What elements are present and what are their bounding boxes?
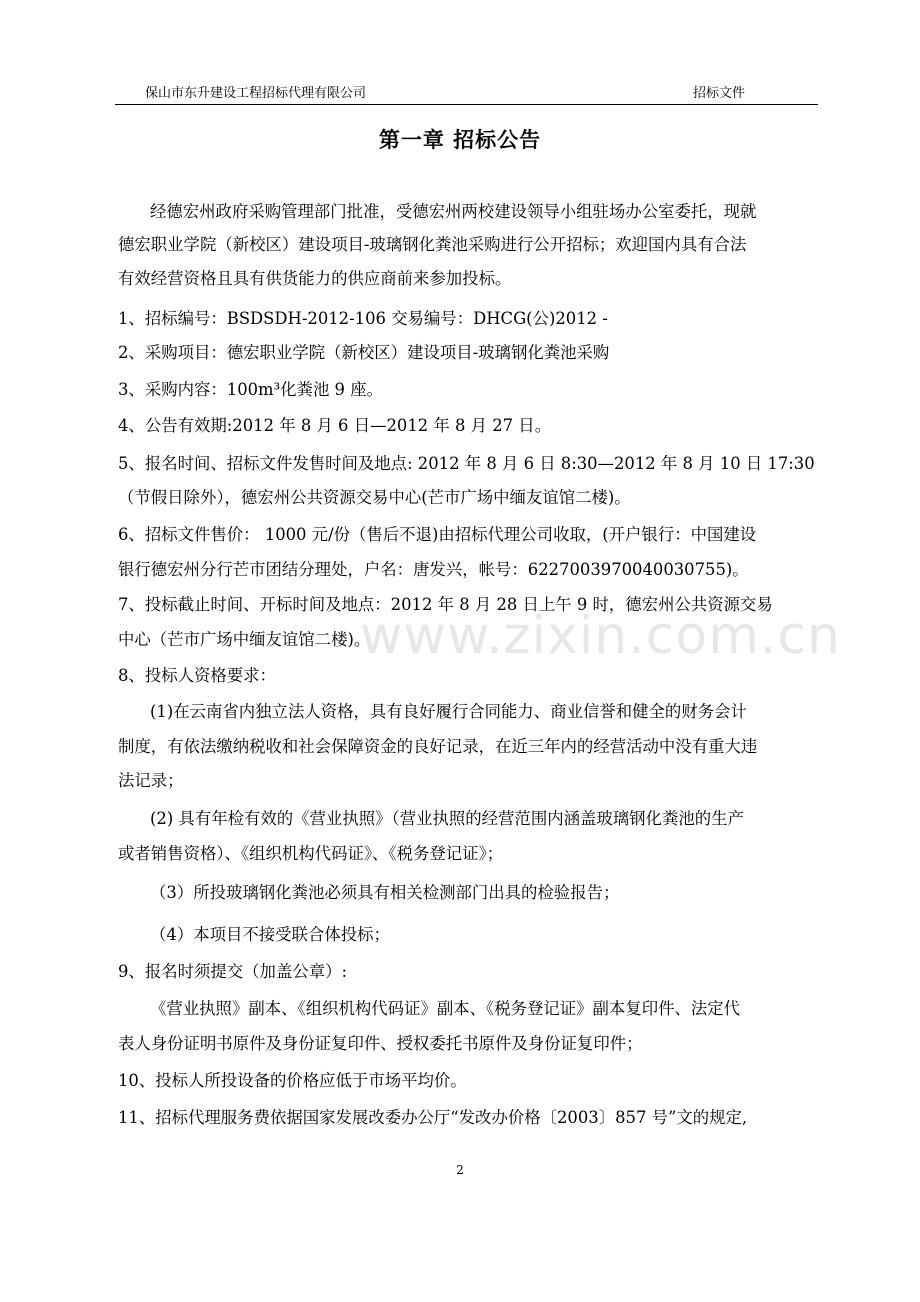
item-6-line: 银行德宏州分行芒市团结分理处，户名：唐发兴，帐号：6227003970040030755)。 xyxy=(118,560,749,579)
subitem-3-line: （3）所投玻璃钢化粪池必须具有相关检测部门出具的检验报告； xyxy=(150,883,620,902)
paragraph-line: 德宏职业学院（新校区）建设项目-玻璃钢化粪池采购进行公开招标；欢迎国内具有合法 xyxy=(118,235,747,254)
item-9-line: 9、报名时须提交（加盖公章）: xyxy=(118,962,348,981)
subitem-2-line: 或者销售资格）、《组织机构代码证》、《税务登记证》； xyxy=(118,844,504,863)
page-number: 2 xyxy=(456,1163,464,1177)
item-6-line: 6、招标文件售价： 1000 元/份（售后不退)由招标代理公司收取，(开户银行：中国建设 xyxy=(118,525,757,544)
item-5-line: 5、报名时间、招标文件发售时间及地点: 2012 年 8 月 6 日 8:30—2012 年 8 月 10 日 17:30 xyxy=(118,454,815,473)
item-9-detail-line: 表人身份证明书原件及身份证复印件、授权委托书原件及身份证复印件； xyxy=(118,1034,643,1053)
subitem-1-line: (1)在云南省内独立法人资格，具有良好履行合同能力、商业信誉和健全的财务会计 xyxy=(150,702,747,721)
subitem-4-line: （4）本项目不接受联合体投标； xyxy=(150,925,390,944)
paragraph-line: 经德宏州政府采购管理部门批准，受德宏州两校建设领导小组驻场办公室委托，现就 xyxy=(150,202,757,221)
watermark: www.zixin.com.cn xyxy=(360,606,841,666)
chapter-title: 第一章 招标公告 xyxy=(378,127,542,152)
item-11-line: 11、招标代理服务费依据国家发展改委办公厅“发改办价格〔2003〕857 号”文的规定, xyxy=(118,1108,748,1127)
item-4-line: 4、公告有效期:2012 年 8 月 6 日—2012 年 8 月 27 日。 xyxy=(118,416,552,435)
item-8-line: 8、投标人资格要求： xyxy=(118,666,276,685)
header-doc-type: 招标文件 xyxy=(693,86,746,101)
item-1-line: 1、招标编号：BSDSDH-2012-106 交易编号：DHCG(公)2012 - xyxy=(118,309,608,328)
paragraph-line: 有效经营资格且具有供货能力的供应商前来参加投标。 xyxy=(118,269,512,288)
item-3-line: 3、采购内容：100m³化粪池 9 座。 xyxy=(118,380,383,399)
subitem-1-line: 制度，有依法缴纳税收和社会保障资金的良好记录，在近三年内的经营活动中没有重大违 xyxy=(118,737,758,756)
header-divider xyxy=(115,104,818,105)
subitem-1-line: 法记录； xyxy=(118,771,184,790)
item-2-line: 2、采购项目：德宏职业学院（新校区）建设项目-玻璃钢化粪池采购 xyxy=(118,343,610,362)
item-10-line: 10、投标人所投设备的价格应低于市场平均价。 xyxy=(118,1071,467,1090)
item-7-line: 7、投标截止时间、开标时间及地点：2012 年 8 月 28 日上午 9 时，德宏州公共资源交易 xyxy=(118,595,773,614)
item-5-line: （节假日除外），德宏州公共资源交易中心(芒市广场中缅友谊馆二楼)。 xyxy=(118,488,631,507)
item-9-detail-line: 《营业执照》副本、《组织机构代码证》副本、《税务登记证》副本复印件、法定代 xyxy=(150,999,741,1018)
subitem-2-line: (2) 具有年检有效的《营业执照》（营业执照的经营范围内涵盖玻璃钢化粪池的生产 xyxy=(150,809,744,828)
item-7-line: 中心（芒市广场中缅友谊馆二楼)。 xyxy=(118,630,371,649)
header-company: 保山市东升建设工程招标代理有限公司 xyxy=(145,86,367,101)
